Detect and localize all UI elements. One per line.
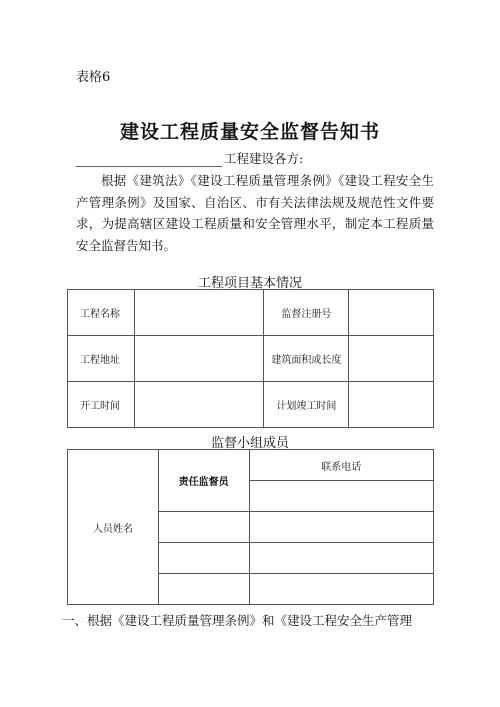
planned-completion-label: 计划竣工时间 xyxy=(264,382,349,428)
member-phone-cell[interactable] xyxy=(249,543,434,574)
addressee-suffix: 工程建设各方: xyxy=(224,151,304,166)
registration-number-label: 监督注册号 xyxy=(264,290,349,336)
project-info-table xyxy=(67,289,434,428)
table-row xyxy=(68,290,434,336)
start-date-value[interactable] xyxy=(134,382,264,428)
start-date-label: 开工时间 xyxy=(68,382,135,428)
project-name-value[interactable] xyxy=(134,290,264,336)
addressee-blank[interactable] xyxy=(76,152,222,167)
project-info-caption: 工程项目基本情况 xyxy=(197,276,302,291)
page-title: 建设工程质量安全监督告知书 xyxy=(119,121,380,143)
project-name-label: 工程名称 xyxy=(68,290,135,336)
building-area-value[interactable] xyxy=(349,336,434,382)
table-row xyxy=(68,336,434,382)
section-one-text: 一、根据《建设工程质量管理条例》和《建设工程安全生产管理 xyxy=(62,613,413,628)
member-phone-cell[interactable] xyxy=(249,512,434,543)
project-address-value[interactable] xyxy=(134,336,264,382)
team-table xyxy=(67,449,434,605)
member-name-cell[interactable] xyxy=(158,574,249,605)
building-area-label: 建筑面积或长度 xyxy=(264,336,349,382)
table-row xyxy=(68,382,434,428)
addressee-line xyxy=(76,149,303,167)
member-name-cell[interactable] xyxy=(158,512,249,543)
responsible-supervisor-label: 责任监督员 xyxy=(158,450,249,512)
project-address-label: 工程地址 xyxy=(68,336,135,382)
table-row xyxy=(68,450,434,481)
phone-label: 联系电话 xyxy=(249,450,434,481)
planned-completion-value[interactable] xyxy=(349,382,434,428)
member-phone-cell[interactable] xyxy=(249,574,434,605)
team-caption: 监督小组成员 xyxy=(210,436,289,451)
form-number: 表格6 xyxy=(76,70,111,85)
responsible-phone-value[interactable] xyxy=(249,481,434,512)
registration-number-value[interactable] xyxy=(349,290,434,336)
personnel-label: 人员姓名 xyxy=(68,450,159,605)
intro-paragraph: 根据《建筑法》《建设工程质量管理条例》《建设工程安全生产管理条例》及国家、自治区、市有关法律法规及规范性文件要求，为提高辖区建设工程质量和安全管理水平，制定本工程质量安全监督告知书。 xyxy=(76,173,434,253)
member-name-cell[interactable] xyxy=(158,543,249,574)
